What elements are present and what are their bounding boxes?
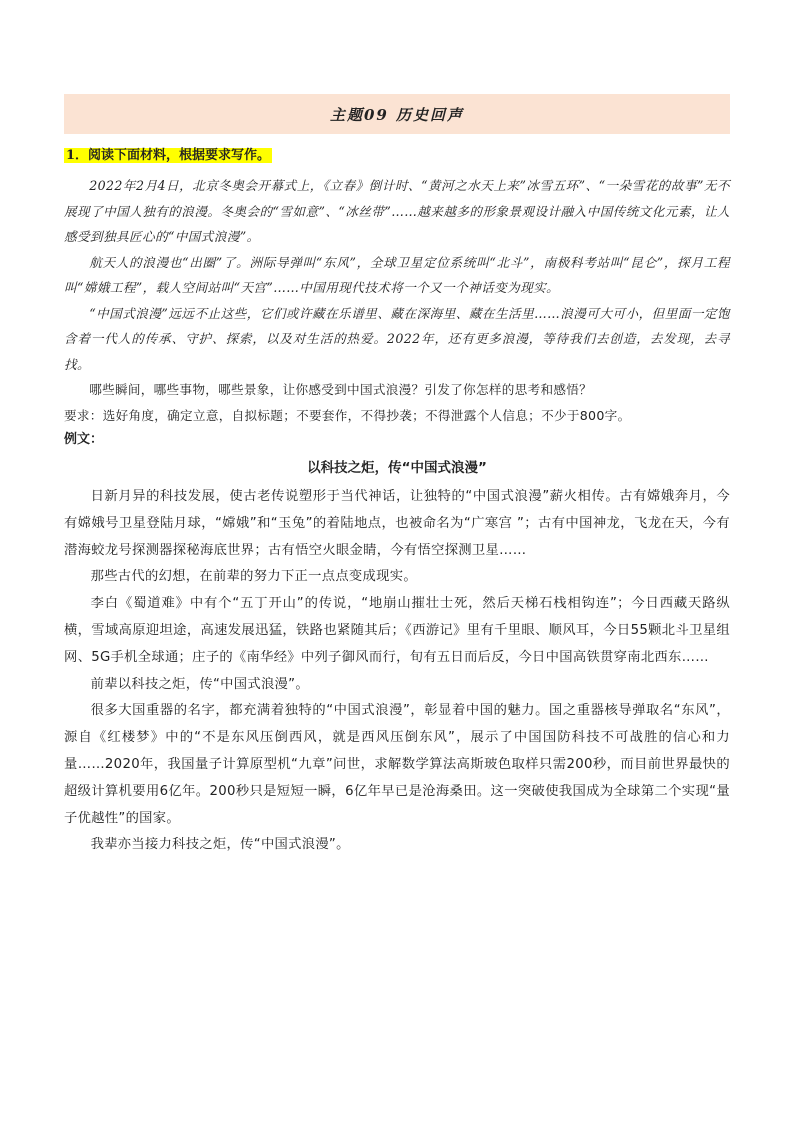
essay-paragraph: 我辈亦当接力科技之炬，传“中国式浪漫”。 bbox=[90, 837, 350, 853]
writing-prompt: 哪些瞬间，哪些事物，哪些景象，让你感受到中国式浪漫？引发了你怎样的思考和感悟？ bbox=[89, 382, 593, 397]
essay-paragraph: 那些古代的幻想，在前辈的努力下正一点点变成现实。 bbox=[90, 569, 417, 585]
material-section bbox=[64, 173, 730, 377]
essay-title: 以科技之炬，传“中国式浪漫” bbox=[307, 460, 487, 476]
essay-body bbox=[64, 484, 730, 859]
writing-requirement: 要求：选好角度，确定立意，自拟标题；不要套作，不得抄袭；不得泄露个人信息；不少于800字。 bbox=[64, 407, 631, 423]
topic-title: 主题09 历史回声 bbox=[329, 105, 465, 124]
essay-paragraph: 很多大国重器的名字，都充满着独特的“中国式浪漫”，彰显着中国的魅力。国之重器核导弹取名“东风”，源自《红楼梦》中的“不是东风压倒西风，就是西风压倒东风”，展示了中国国防科技不可战胜的信心和力量……2020年，我国量子计算原型机“九章”问世，求解数学算法高斯玻色取样只需200秒，而目前世界最快的超级计算机要用6亿年。200秒只是短短一瞬，6亿年早已是沧海桑田。这一突破使我国成为全球第二个实现“量子优越性”的国家。 bbox=[64, 703, 730, 826]
essay-paragraph: 前辈以科技之炬，传“中国式浪漫”。 bbox=[90, 676, 309, 692]
question-heading bbox=[64, 144, 730, 163]
material-paragraph: 航天人的浪漫也“出圈”了。洲际导弹叫“东风”，全球卫星定位系统叫“北斗”，南极科考站叫“昆仑”，探月工程叫“嫦娥工程”，载人空间站叫“天宫”……中国用现代技术将一个又一个神话变为现实。 bbox=[64, 254, 730, 295]
question-label: 1．阅读下面材料，根据要求写作。 bbox=[66, 148, 271, 163]
essay-paragraph: 日新月异的科技发展，使古老传说塑形于当代神话，让独特的“中国式浪漫”薪火相传。古有嫦娥奔月，今有嫦娥号卫星登陆月球，“嫦娥”和“玉兔”的着陆地点，也被命名为“广寒宫 ”；古有中国神龙，飞龙在天，今有潜海蛟龙号探测器探秘海底世界；古有悟空火眼金睛，今有悟空探测卫星…… bbox=[64, 489, 730, 558]
document-page bbox=[64, 94, 730, 859]
topic-title-bar bbox=[64, 94, 730, 134]
essay-paragraph: 李白《蜀道难》中有个“五丁开山”的传说，“地崩山摧壮士死，然后天梯石栈相钩连”；今日西藏天路纵横，雪域高原迎坦途，高速发展迅猛，铁路也紧随其后；《西游记》里有千里眼、顺风耳，今日55颗北斗卫星组网、5G手机全球通；庄子的《南华经》中列子御风而行，旬有五日而后反，今日中国高铁贯穿南北西东…… bbox=[64, 596, 730, 665]
example-label: 例文： bbox=[64, 432, 104, 447]
material-paragraph: “中国式浪漫”远远不止这些，它们或许藏在乐谱里、藏在深海里、藏在生活里……浪漫可大可小，但里面一定饱含着一代人的传承、守护、探索，以及对生活的热爱。2022年，还有更多浪漫，等待我们去创造，去发现，去寻找。 bbox=[64, 305, 730, 372]
material-paragraph: 2022年2月4日，北京冬奥会开幕式上，《立春》倒计时、“黄河之水天上来”冰雪五环”、“一朵雪花的故事”无不展现了中国人独有的浪漫。冬奥会的“雪如意”、“冰丝带”……越来越多的形象景观设计融入中国传统文化元素，让人感受到独具匠心的“中国式浪漫”。 bbox=[64, 178, 730, 244]
